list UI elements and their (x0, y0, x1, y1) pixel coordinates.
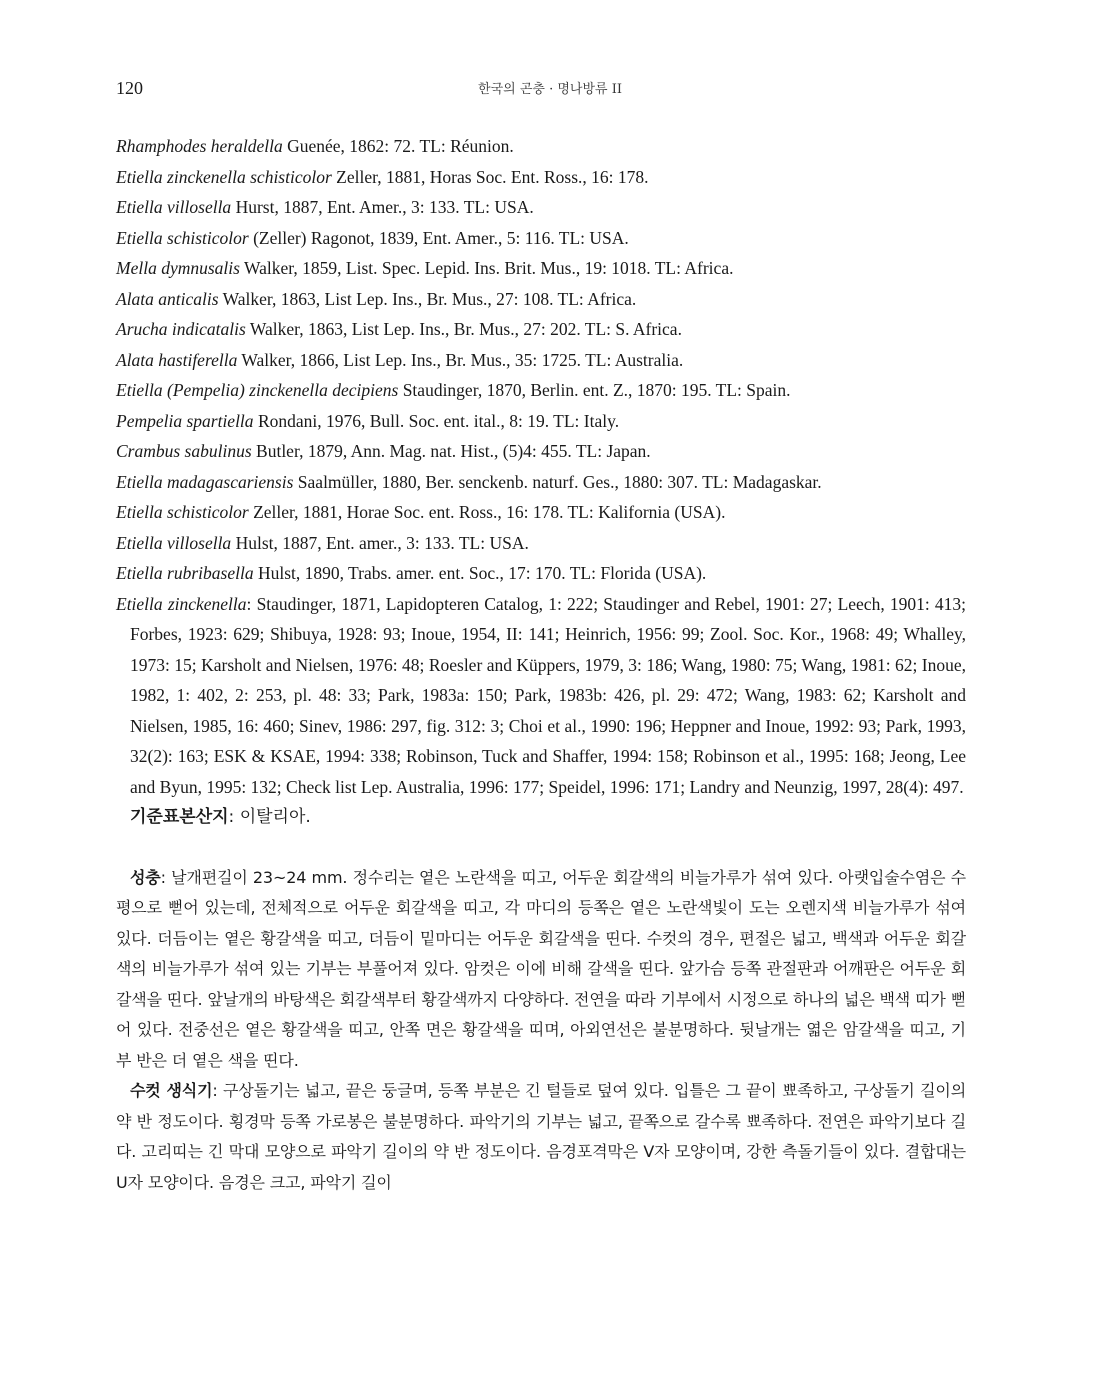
type-locality-separator: : (228, 807, 240, 827)
taxon-name: Etiella zinckenella (116, 593, 247, 614)
taxon-name: Etiella zinckenella schisticolor (116, 166, 332, 187)
synonym-entry (116, 406, 966, 437)
citation: Staudinger, 1870, Berlin. ent. Z., 1870: 195. TL: Spain. (398, 380, 791, 400)
synonym-entry (116, 223, 966, 254)
citation: Walker, 1866, List Lep. Ins., Br. Mus., 35: 1725. TL: Australia. (237, 349, 684, 370)
synonym-entry (116, 497, 966, 528)
synonym-entry (116, 345, 966, 376)
synonym-entry (116, 192, 966, 223)
adult-description (116, 863, 966, 1077)
citation-list: : Staudinger, 1871, Lapidopteren Catalog, 1: 222; Staudinger and Rebel, 1901: 27; Leech, 1901: 413; Forbes, 1923: 629; Shibuya, 1928: 93; Inoue, 1954, II: 141; Heinrich, 1956: 99; Zool. Soc. Kor., 1968: 49; Whalley, 1973: 15; Karsholt and Nielsen, 1976: 48; Roesler and Küppers, 1979, 3: 186; Wang, 1980: 75; Wang, 1981: 62; Inoue, 1982, 1: 402, 2: 253, pl. 48: 33; Park, 1983a: 150; Park, 1983b: 426, pl. 29: 472; Wang, 1983: 62; Karsholt and Nielsen, 1985, 16: 460; Sinev, 1986: 297, fig. 312: 3; Choi et al., 1990: 196; Heppner and Inoue, 1992: 93; Park, 1993, 32(2): 163; ESK & KSAE, 1994: 338; Robinson, Tuck and Shaffer, 1994: 158; Robinson et al., 1995: 168; Jeong, Lee and Byun, 1995: 132; Check list Lep. Australia, 1996: 177; Speidel, 1996: 171; Landry and Neunzig, 1997, 28(4): 497. (130, 593, 967, 797)
taxon-name: Arucha indicatalis (116, 319, 246, 339)
taxon-name: Etiella madagascariensis (116, 471, 294, 492)
male-genitalia-label: 수컷 생식기 (130, 1081, 213, 1100)
citation: Zeller, 1881, Horas Soc. Ent. Ross., 16: 178. (331, 166, 649, 187)
citation: Hurst, 1887, Ent. Amer., 3: 133. TL: USA. (231, 197, 534, 217)
citation: Walker, 1863, List Lep. Ins., Br. Mus., 27: 202. TL: S. Africa. (245, 319, 682, 339)
running-head: 한국의 곤충 · 명나방류 II (478, 82, 622, 97)
synonym-entry (116, 375, 966, 406)
male-genitalia-text: : 구상돌기는 넓고, 끝은 둥글며, 등쪽 부분은 긴 털들로 덮여 있다. 입틀은 그 끝이 뾰족하고, 구상돌기 길이의 약 반 정도이다. 횡경막 등쪽 가로봉은 불분명하다. 파악기의 기부는 넓고, 끝쪽으로 갈수록 뾰족하다. 전연은 파악기보다 길다. 고리띠는 긴 막대 모양으로 파악기 길이의 약 반 정도이다. 음경포격막은 V자 모양이며, 강한 측돌기들이 있다. 결합대는 U자 모양이다. 음경은 크고, 파악기 길이 (116, 1081, 966, 1192)
type-locality-value: 이탈리아. (239, 807, 311, 827)
adult-text: : 날개편길이 23~24 mm. 정수리는 옅은 노란색을 띠고, 어두운 회갈색의 비늘가루가 섞여 있다. 아랫입술수염은 수평으로 뻗어 있는데, 전체적으로 어두운 회갈색을 띠고, 각 마디의 등쪽은 옅은 노란색빛이 도는 오렌지색 비늘가루가 섞여 있다. 더듬이는 옅은 황갈색을 띠고, 더듬이 밑마디는 어두운 회갈색을 띤다. 수컷의 경우, 편절은 넓고, 백색과 어두운 회갈색의 비늘가루가 섞여 있는 기부는 부풀어져 있다. 암컷은 이에 비해 갈색을 띤다. 앞가슴 등쪽 관절판과 어깨판은 어두운 회갈색을 띤다. 앞날개의 바탕색은 회갈색부터 황갈색까지 다양하다. 전연을 따라 기부에서 시정으로 하나의 넓은 백색 띠가 뻗어 있다. 전중선은 옅은 황갈색을 띠고, 안쪽 면은 황갈색을 띠며, 아외연선은 불분명하다. 뒷날개는 엷은 암갈색을 띠고, 기부 반은 더 옅은 색을 띤다. (116, 867, 966, 1070)
citation: Walker, 1863, List Lep. Ins., Br. Mus., 27: 108. TL: Africa. (218, 288, 637, 309)
synonym-entry (116, 253, 966, 284)
taxon-name: Crambus sabulinus (116, 441, 252, 461)
citation: Hulst, 1887, Ent. amer., 3: 133. TL: USA. (231, 532, 529, 553)
synonym-entry (116, 558, 966, 589)
synonym-entry (116, 467, 966, 498)
taxon-name: Etiella schisticolor (116, 502, 249, 522)
citation: Hulst, 1890, Trabs. amer. ent. Soc., 17: 170. TL: Florida (USA). (253, 563, 707, 583)
synonym-entry-long (116, 589, 966, 803)
page-number: 120 (116, 78, 143, 98)
page-body (116, 131, 966, 1198)
synonym-entry (116, 131, 966, 162)
citation: Walker, 1859, List. Spec. Lepid. Ins. Brit. Mus., 19: 1018. TL: Africa. (239, 258, 734, 278)
synonym-entry (116, 436, 966, 467)
citation: Butler, 1879, Ann. Mag. nat. Hist., (5)4: 455. TL: Japan. (251, 441, 651, 461)
synonym-entry (116, 314, 966, 345)
synonym-entry (116, 162, 966, 193)
taxon-name: Alata hastiferella (116, 349, 238, 370)
taxon-name: Etiella villosella (116, 197, 232, 217)
synonym-entry (116, 528, 966, 559)
citation: Zeller, 1881, Horae Soc. ent. Ross., 16: 178. TL: Kalifornia (USA). (248, 502, 726, 522)
taxon-name: Rhamphodes heraldella (116, 136, 283, 156)
citation: Saalmüller, 1880, Ber. senckenb. naturf. Ges., 1880: 307. TL: Madagaskar. (293, 471, 822, 492)
adult-label: 성충 (130, 867, 161, 887)
male-genitalia-description (116, 1076, 966, 1198)
citation: (Zeller) Ragonot, 1839, Ent. Amer., 5: 116. TL: USA. (248, 227, 629, 248)
taxon-name: Etiella rubribasella (116, 563, 254, 583)
taxon-name: Alata anticalis (116, 288, 219, 309)
taxon-name: Etiella schisticolor (116, 227, 249, 248)
synonym-entry (116, 284, 966, 315)
citation: Rondani, 1976, Bull. Soc. ent. ital., 8: 19. TL: Italy. (253, 410, 620, 431)
taxon-name: Etiella villosella (116, 532, 232, 553)
citation: Guenée, 1862: 72. TL: Réunion. (282, 136, 514, 156)
taxon-name: Etiella (Pempelia) zinckenella decipiens (116, 380, 399, 400)
type-locality-label: 기준표본산지 (130, 807, 229, 827)
synonym-list (116, 131, 966, 589)
taxon-name: Mella dymnusalis (116, 258, 240, 278)
type-locality (116, 802, 966, 833)
taxon-name: Pempelia spartiella (116, 410, 254, 431)
